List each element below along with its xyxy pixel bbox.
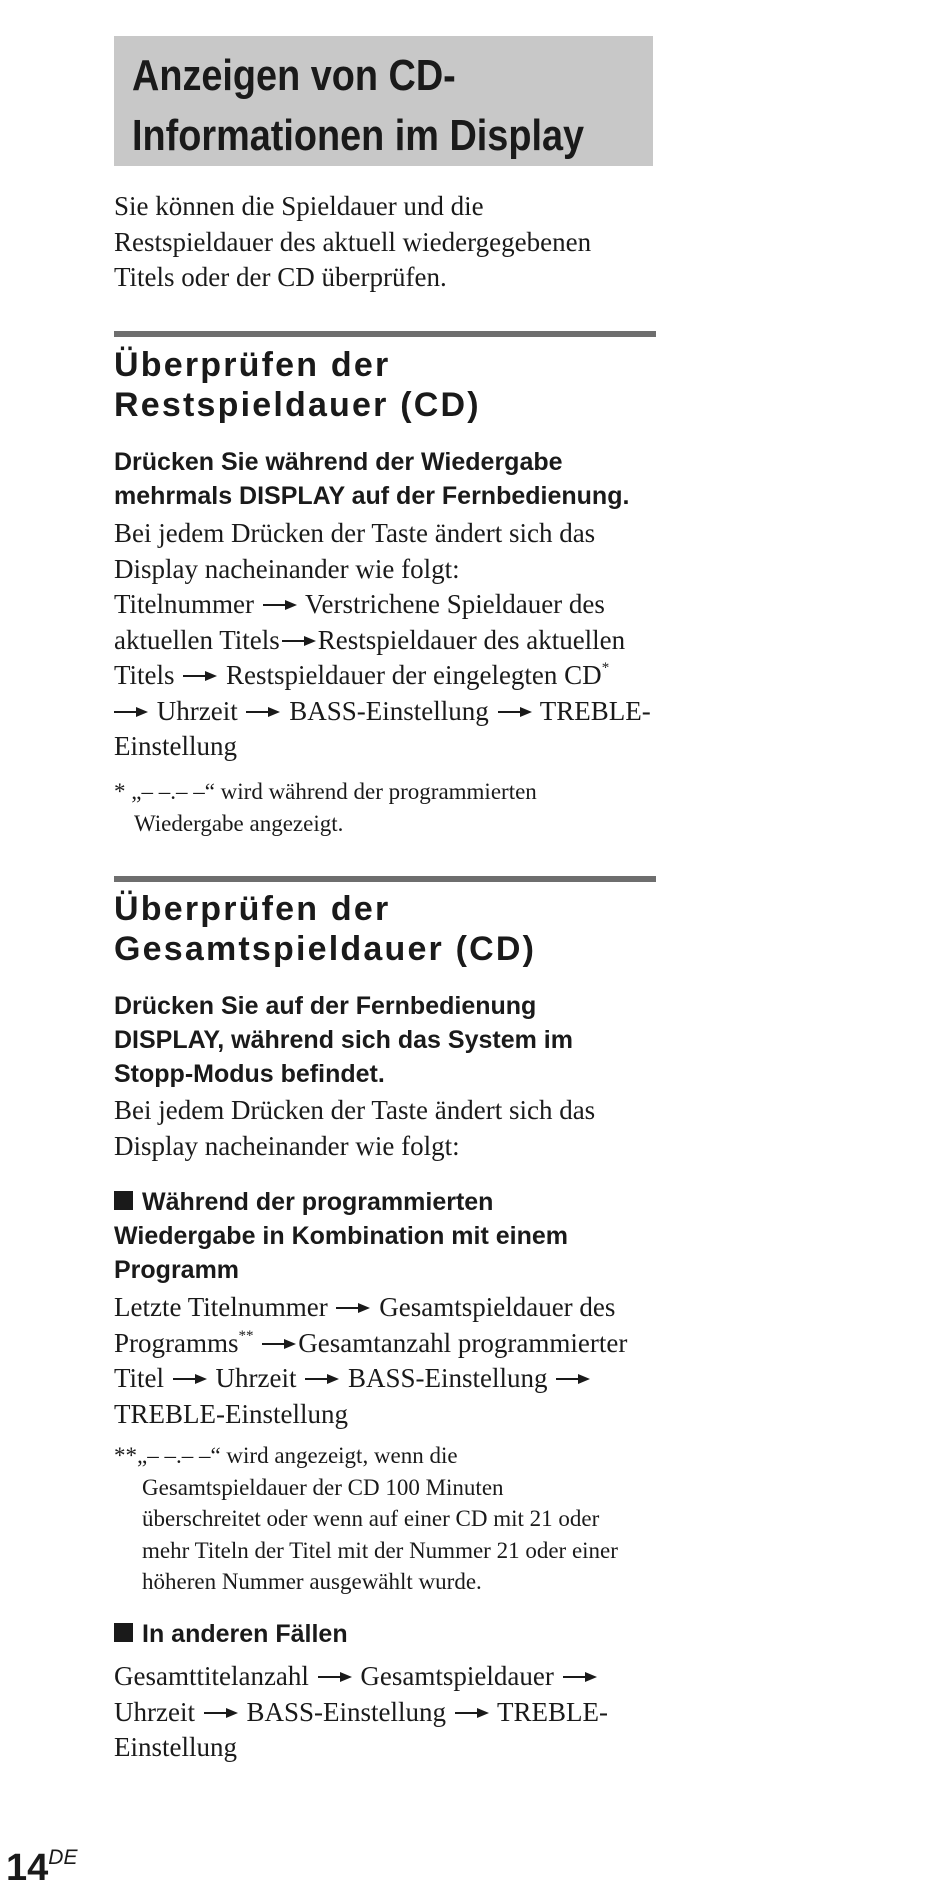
text-line bbox=[114, 623, 664, 659]
seq-item: Letzte Titelnummer bbox=[114, 1292, 328, 1322]
page-number-value: 14 bbox=[6, 1847, 49, 1889]
right-arrow-icon bbox=[282, 635, 316, 647]
text-line: Display nacheinander wie folgt: bbox=[114, 1130, 460, 1161]
text-line: TREBLE-Einstellung bbox=[114, 1398, 348, 1429]
sequence-paragraph-1 bbox=[114, 516, 664, 765]
seq-item: Uhrzeit bbox=[114, 1696, 195, 1727]
seq-item: Verstrichene Spieldauer des bbox=[305, 589, 605, 619]
subheading-line: Programm bbox=[114, 1256, 240, 1284]
seq-item: aktuellen Titels bbox=[114, 624, 280, 655]
seq-item: TREBLE- bbox=[497, 1696, 608, 1727]
footnote-2 bbox=[114, 1440, 664, 1598]
right-arrow-icon bbox=[305, 1373, 339, 1385]
section-divider bbox=[114, 876, 656, 882]
text-line bbox=[114, 694, 664, 730]
section-divider bbox=[114, 331, 656, 337]
subheading-line bbox=[114, 1617, 664, 1651]
subheading-programmed-playback bbox=[114, 1185, 664, 1287]
seq-item: Restspieldauer der eingelegten CD bbox=[226, 660, 602, 690]
instruction-line: DISPLAY, während sich das System im bbox=[114, 1026, 573, 1054]
sequence-paragraph-2 bbox=[114, 1290, 664, 1432]
heading-line: Überprüfen der bbox=[114, 890, 391, 928]
seq-item: Programms bbox=[114, 1327, 239, 1358]
footnote-mark: ** bbox=[238, 1327, 254, 1344]
section-heading-total-time bbox=[114, 889, 664, 969]
instruction-line: mehrmals DISPLAY auf der Fernbedienung. bbox=[114, 482, 630, 510]
page-title-line-1: Anzeigen von CD- bbox=[132, 51, 456, 100]
footnote-mark: * bbox=[601, 660, 610, 676]
page-number bbox=[6, 1836, 77, 1890]
text-line bbox=[114, 658, 664, 694]
right-arrow-icon bbox=[263, 599, 297, 611]
subheading-other-cases bbox=[114, 1617, 664, 1651]
intro-paragraph bbox=[114, 189, 664, 296]
seq-item: BASS-Einstellung bbox=[246, 1696, 446, 1727]
text-line: Restspieldauer des aktuell wiedergegebenen bbox=[114, 226, 592, 257]
instruction-line: Stopp-Modus befindet. bbox=[114, 1060, 385, 1088]
seq-item: Uhrzeit bbox=[215, 1363, 297, 1393]
text-line bbox=[114, 1659, 664, 1695]
heading-line: Restspieldauer (CD) bbox=[114, 386, 481, 424]
seq-item: Gesamttitelanzahl bbox=[114, 1661, 309, 1691]
text-line bbox=[114, 1290, 664, 1326]
subheading-line bbox=[114, 1185, 664, 1219]
text-line: Titels oder der CD überprüfen. bbox=[114, 262, 447, 292]
subheading-text: In anderen Fällen bbox=[142, 1620, 348, 1648]
seq-item: Titels bbox=[114, 660, 175, 690]
seq-item: BASS-Einstellung bbox=[348, 1363, 548, 1393]
right-arrow-icon bbox=[246, 706, 280, 718]
seq-item: Restspieldauer des aktuellen bbox=[317, 624, 626, 655]
instruction-line: Drücken Sie auf der Fernbedienung bbox=[114, 992, 537, 1020]
seq-item: BASS-Einstellung bbox=[289, 695, 489, 726]
heading-line: Gesamtspieldauer (CD) bbox=[114, 930, 537, 968]
right-arrow-icon bbox=[498, 706, 532, 718]
seq-item: Titel bbox=[114, 1363, 165, 1393]
footnote-line: Wiedergabe angezeigt. bbox=[134, 810, 344, 836]
right-arrow-icon bbox=[204, 1707, 238, 1719]
footnote-line: mehr Titeln der Titel mit der Nummer 21 oder einer bbox=[142, 1537, 618, 1563]
footnote-line: überschreitet oder wenn auf einer CD mit 21 oder bbox=[142, 1506, 600, 1531]
text-line: Bei jedem Drücken der Taste ändert sich das bbox=[114, 518, 596, 548]
seq-item: Gesamtanzahl programmierter bbox=[298, 1327, 628, 1358]
seq-item: Gesamtspieldauer des bbox=[379, 1292, 616, 1322]
right-arrow-icon bbox=[336, 1302, 370, 1314]
text-line: Display nacheinander wie folgt: bbox=[114, 553, 460, 584]
heading-line: Überprüfen der bbox=[114, 346, 391, 384]
section-heading-remaining-time bbox=[114, 345, 664, 425]
right-arrow-icon bbox=[563, 1671, 597, 1683]
page-language-suffix: DE bbox=[48, 1846, 78, 1869]
sequence-intro-2 bbox=[114, 1093, 664, 1164]
seq-item: Titelnummer bbox=[114, 589, 255, 619]
instruction-remaining-time bbox=[114, 445, 664, 513]
black-square-icon bbox=[114, 1623, 133, 1642]
footnote-line: höheren Nummer ausgewählt wurde. bbox=[142, 1569, 482, 1594]
right-arrow-icon bbox=[318, 1671, 352, 1683]
text-line bbox=[114, 587, 664, 623]
right-arrow-icon bbox=[556, 1373, 590, 1385]
black-square-icon bbox=[114, 1191, 133, 1210]
instruction-line: Drücken Sie während der Wiedergabe bbox=[114, 448, 563, 476]
text-line: Einstellung bbox=[114, 1732, 237, 1762]
right-arrow-icon bbox=[173, 1373, 207, 1385]
subheading-text: Während der programmierten bbox=[142, 1188, 494, 1216]
page-title-line-2: Informationen im Display bbox=[132, 111, 585, 160]
footnote-line: Gesamtspieldauer der CD 100 Minuten bbox=[142, 1474, 504, 1500]
text-line: Sie können die Spieldauer und die bbox=[114, 191, 484, 221]
text-line bbox=[114, 1361, 664, 1397]
right-arrow-icon bbox=[455, 1707, 489, 1719]
text-line: Bei jedem Drücken der Taste ändert sich das bbox=[114, 1095, 596, 1125]
sequence-paragraph-3 bbox=[114, 1659, 664, 1766]
seq-item: Gesamtspieldauer bbox=[360, 1661, 554, 1691]
instruction-total-time bbox=[114, 989, 664, 1091]
seq-item: TREBLE- bbox=[539, 695, 651, 726]
text-line bbox=[114, 1695, 664, 1731]
right-arrow-icon bbox=[114, 706, 148, 718]
text-line: Einstellung bbox=[114, 731, 237, 761]
footnote-line: **„– –.– –“ wird angezeigt, wenn die bbox=[114, 1443, 458, 1468]
right-arrow-icon bbox=[183, 670, 217, 682]
text-line bbox=[114, 1326, 664, 1362]
subheading-line: Wiedergabe in Kombination mit einem bbox=[114, 1222, 568, 1250]
seq-item: Uhrzeit bbox=[156, 695, 238, 726]
right-arrow-icon bbox=[262, 1338, 296, 1350]
footnote-1 bbox=[114, 776, 664, 839]
footnote-line: * „– –.– –“ wird während der programmierten bbox=[114, 779, 537, 804]
page-title-box bbox=[114, 36, 653, 166]
